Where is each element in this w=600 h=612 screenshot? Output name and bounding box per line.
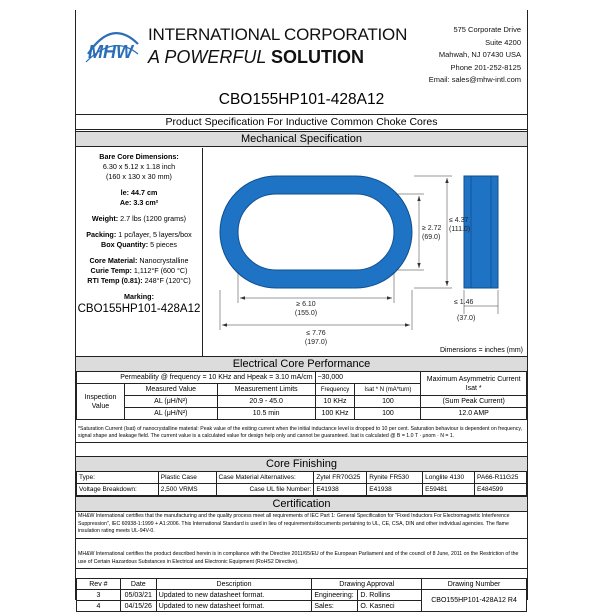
rev-number: 4 [77,601,121,612]
dim-outer-width-mm: (197.0) [304,339,328,346]
row-label: AL (μH/N²) [124,408,217,420]
certification-text-2: MH&W International certifies the product described herein is in compliance with the Directive 2011/65/EU of the European Parliament and of the council of 8 June, 2011 on the Restriction of the use of Certain Hazardous Substances in Electrical and Electronic Equipment (RoHS2 Directive). [76,549,527,569]
ul-number: E59481 [423,484,475,496]
packing-value: 1 pc/layer, 5 layers/box [118,230,192,239]
type-label: Type: [77,472,159,484]
row-limits: 10.5 min [217,408,315,420]
ul-number: E484599 [475,484,527,496]
alt-material: Zytel FR70G25 [314,472,367,484]
dimensions-note: Dimensions = inches (mm) [439,347,523,354]
material-label: Core Material: [89,256,138,265]
tagline-b: SOLUTION [271,47,365,67]
mhw-logo [84,24,140,68]
col-isat: Isat * N (mA*turn) [355,384,421,396]
spec-title: Product Specification For Inductive Common Choke Cores [76,114,527,130]
address-line: Suite 4200 [485,37,521,47]
core-inner-window [238,194,394,270]
certification-heading: Certification [76,496,527,512]
finishing-table [76,471,527,496]
address-line: Mahwah, NJ 07430 USA [438,50,521,59]
approver-role: Sales: [312,601,358,612]
finishing-heading: Core Finishing [76,456,527,472]
row-limits: 20.9 - 45.0 [217,396,315,408]
alt-material: Longlite 4130 [423,472,475,484]
datasheet-page [75,10,528,610]
address-line: 575 Corporate Drive [453,25,521,34]
row-isat: 100 [355,396,421,408]
bare-core-label: Bare Core Dimensions: [99,152,179,161]
rti-label: RTI Temp (0.81): [87,276,143,285]
alt-material: PA66-R11G25 [475,472,527,484]
company-address [429,24,521,87]
marking-label: Marking: [124,292,154,301]
dim-inner-height: ≥ 2.72 [422,225,442,232]
alt-material: Rynite FR530 [367,472,423,484]
weight-label: Weight: [91,214,119,223]
packing-label: Packing: [86,230,117,239]
col-limits: Measurement Limits [217,384,315,396]
row-frequency: 10 KHz [315,396,355,408]
rev-date: 05/03/21 [120,590,156,601]
rev-date: 04/15/26 [120,601,156,612]
dim-inner-height-mm: (69.0) [422,234,441,241]
dim-inner-width: ≥ 6.10 [296,301,316,308]
inspection-label: Inspection Value [77,384,125,420]
row-isat: 100 [355,408,421,420]
row-frequency: 100 KHz [315,408,355,420]
part-number-title: CBO155HP101-428A12 [218,91,385,108]
permeability-label: Permeability @ frequency = 10 KHz and Hpeak = 3.10 mA/cm [77,372,316,384]
dim-outer-height-mm: (111.0) [449,226,471,233]
brand-block [148,24,407,68]
approver-role: Engineering: [312,590,358,601]
col-date: Date [120,579,156,590]
approver-name: O. Kasneci [358,601,422,612]
max-current-sub: (Sum Peak Current) [421,396,527,408]
col-measured: Measured Value [124,384,217,396]
mechanical-heading: Mechanical Specification [76,131,527,147]
address-phone: Phone 201-252-8125 [450,62,521,72]
breakdown-label: Voltage Breakdown: [77,484,159,496]
approver-name: D. Rollins [358,590,422,601]
revision-table [76,578,527,612]
ae-value: Ae: 3.3 cm² [119,198,159,207]
le-value: le: 44.7 cm [120,188,158,197]
company-name: INTERNATIONAL CORPORATION [148,25,408,44]
max-current-label: Maximum Asymmetric Current Isat * [421,372,527,396]
box-label: Box Quantity: [101,240,149,249]
curie-label: Curie Temp: [90,266,132,275]
logo-text: MHW [88,42,133,62]
tagline-a: A POWERFUL [148,47,267,67]
alternatives-label: Case Material Alternatives: [216,472,314,484]
rti-value: 248°F (120°C) [144,276,191,285]
col-drawing: Drawing Number [422,579,527,590]
dim-outer-width: ≤ 7.76 [306,330,326,337]
type-value: Plastic Case [158,472,216,484]
mechanical-specs [76,148,203,356]
mechanical-section [76,148,527,357]
rev-description: Updated to new datasheet format. [156,590,312,601]
rev-description: Updated to new datasheet format. [156,601,312,612]
marking-value: CBO155HP101-428A12 [77,303,201,315]
dim-outer-height: ≤ 4.37 [449,217,469,224]
core-drawing [202,148,527,356]
curie-value: 1,112°F (600 °C) [133,266,188,275]
col-description: Description [156,579,312,590]
dim-thickness-mm: (37.0) [457,315,476,322]
dim-thickness: ≤ 1.46 [454,299,474,306]
ul-label: Case UL file Number: [216,484,314,496]
saturation-note: *Saturation Current (Isat) of nanocrystalline material: Peak value of the exiting current when the initial inductance level is dropped to 10 per cent. Saturation behaviour is dependent on frequency, signal shape and leakage field. The current value is a calculated value for design help only and cannot be guaranteed. Isat is calculated @ B = 1.0 T · μnom · N = 1. [76,424,527,443]
row-label: AL (μH/N²) [124,396,217,408]
material-value: Nanocrystalline [139,256,189,265]
tagline [148,46,407,68]
bare-core-inch: 6.30 x 5.12 x 1.18 inch [102,162,176,171]
breakdown-value: 2,500 VRMS [158,484,216,496]
address-email[interactable]: Email: sales@mhw-intl.com [428,75,521,84]
max-current-value: 12.0 AMP [421,408,527,420]
col-frequency: Frequency [315,384,355,396]
permeability-value: ~30,000 [315,372,421,384]
rev-number: 3 [77,590,121,601]
electrical-heading: Electrical Core Performance [76,356,527,372]
bare-core-mm: (160 x 130 x 30 mm) [106,172,172,181]
col-rev: Rev # [77,579,121,590]
ul-number: E41938 [314,484,367,496]
col-approval: Drawing Approval [312,579,422,590]
ul-number: E41938 [367,484,423,496]
box-value: 5 pieces [150,240,177,249]
electrical-table [76,371,527,420]
weight-value: 2.7 lbs (1200 grams) [120,214,187,223]
certification-text-1: MH&W International certifies that the manufacturing and the quality process meet all requirements of IEC Part 1: General Specification for "Fixed Inductors For Electromagnetic Interference Suppression", IEC 60938-1:1999 + A1:2006. This International Standard is used in lieu of requirements/documents pertaining to UL, CE, CSA, DIN and other individual agencies. The flame insulation rating meets UL-94V-0. [76,511,527,539]
dim-inner-width-mm: (155.0) [294,310,318,317]
drawing-number: CBO155HP101-428A12 R4 [422,590,527,612]
